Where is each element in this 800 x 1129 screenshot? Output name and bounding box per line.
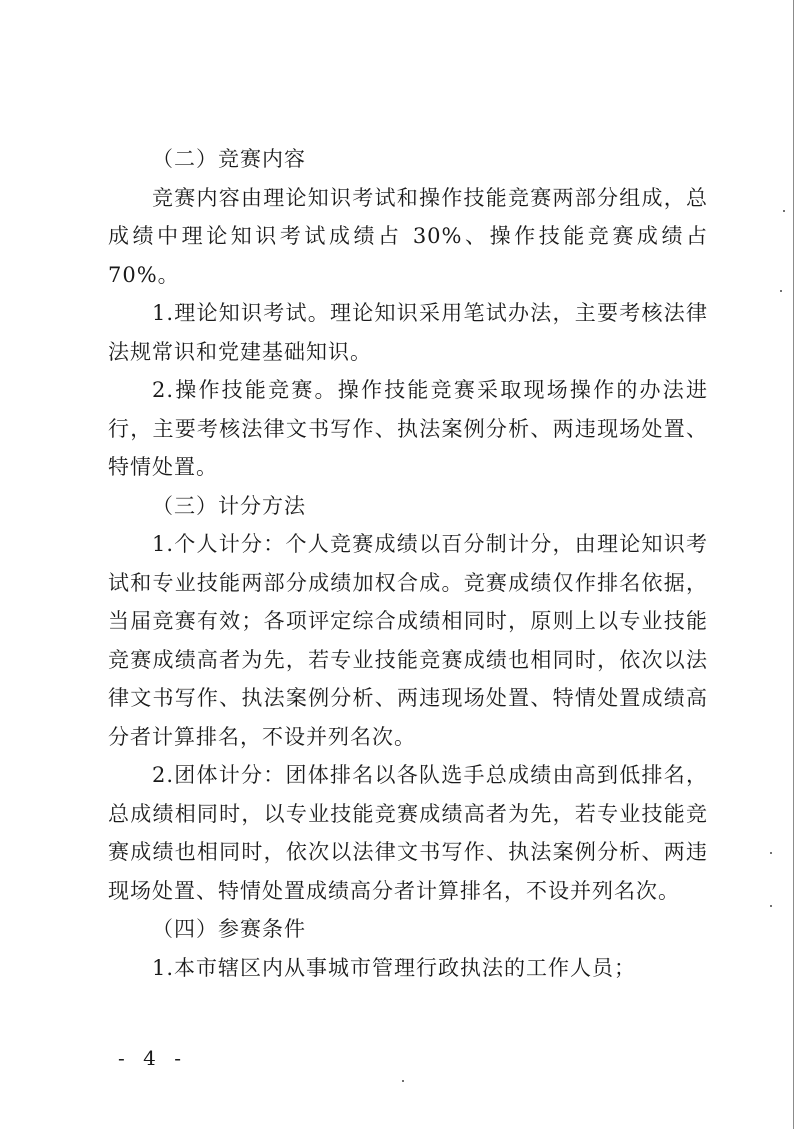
- scan-speck: [783, 210, 785, 212]
- page-number: - 4 -: [118, 1046, 187, 1070]
- paragraph: 1.理论知识考试。理论知识采用笔试办法，主要考核法律法规常识和党建基础知识。: [108, 301, 708, 364]
- scan-edge-line: [793, 0, 794, 1129]
- scan-speck: [770, 905, 772, 907]
- paragraph: 竞赛内容由理论知识考试和操作技能竞赛两部分组成，总成绩中理论知识考试成绩占 30%、操作技能竞赛成绩占 70%。: [108, 185, 708, 287]
- paragraph: 1.本市辖区内从事城市管理行政执法的工作人员；: [152, 955, 637, 980]
- section-heading-eligibility: （四）参赛条件: [152, 917, 306, 941]
- section-heading-scoring: （三）计分方法: [152, 493, 306, 518]
- scan-speck: [770, 852, 772, 854]
- scan-speck: [402, 1080, 404, 1082]
- paragraph: 2.团体计分：团体排名以各队选手总成绩由高到低排名，总成绩相同时，以专业技能竞赛成绩高者为先，若专业技能竞赛成绩也相同时，依次以法律文书写作、执法案例分析、两违现场处置、特情处置成绩高分者计算排名，不设并列名次。: [108, 763, 708, 903]
- scan-speck: [780, 290, 782, 292]
- paragraph: 2.操作技能竞赛。操作技能竞赛采取现场操作的办法进行，主要考核法律文书写作、执法案例分析、两违现场处置、特情处置。: [108, 378, 708, 479]
- paragraph: 1.个人计分：个人竞赛成绩以百分制计分，由理论知识考试和专业技能两部分成绩加权合成。竞赛成绩仅作排名依据，当届竞赛有效；各项评定综合成绩相同时，原则上以专业技能竞赛成绩高者为先，若专业技能竞赛成绩也相同时，依次以法律文书写作、执法案例分析、两违现场处置、特情处置成绩高分者计算排名，不设并列名次。: [108, 532, 708, 749]
- document-body: [108, 140, 708, 987]
- section-heading-content: （二）竞赛内容: [152, 147, 306, 171]
